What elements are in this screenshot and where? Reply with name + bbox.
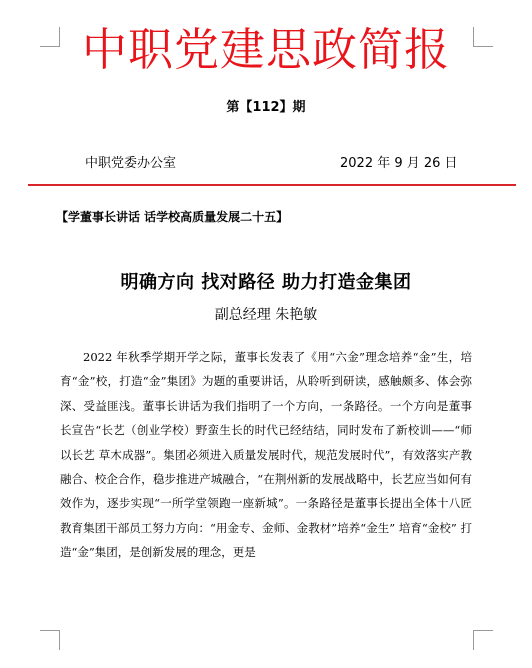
- masthead-title: 中职党建思政简报: [81, 23, 450, 76]
- article-body: [60, 345, 472, 565]
- crop-mark-bottom-left-v: [59, 630, 60, 650]
- issue-date: 2022 年 9 月 26 日: [340, 156, 458, 171]
- article-paragraph: 2022 年秋季学期开学之际，董事长发表了《用“六金”理念培养“金”生，培育“金”校，打造“金”集团》为题的重要讲话，从聆听到研读，感触颇多、体会弥深、受益匪浅。董事长讲话为我们指明了一个方向，一条路径。一个方向是董事长宣告“长艺（创业学校）野蛮生长的时代已经结结，同时发布了新校训——“师以长艺 草木成器”。集团必须进入质量发展时代，规范发展时代”，有效落实产教融合、校企合作，稳步推进产城融合，“在荆州新的发展战略中，长艺应当如何有效作为，逐步实现“一所学堂领跑一座新城”。一条路径是董事长提出全体十八匠教育集团干部员工努力方向：“用金专、金师、金教材”培养“金生” 培育“金校” 打造“金”集团，是创新发展的理念，更是: [60, 350, 472, 560]
- article-byline: 副总经理 朱艳敏: [214, 307, 318, 323]
- crop-mark-bottom-right-h: [473, 630, 493, 631]
- masthead-divider: [28, 184, 516, 186]
- issuing-office: 中职党委办公室: [85, 156, 177, 171]
- issue-number: 第【112】期: [226, 100, 306, 115]
- crop-mark-bottom-left-h: [40, 630, 60, 631]
- article-headline: 明确方向 找对路径 助力打造金集团: [120, 272, 412, 293]
- column-tag: 【学董事长讲话 话学校高质量发展二十五】: [56, 210, 289, 224]
- crop-mark-bottom-right-v: [473, 630, 474, 650]
